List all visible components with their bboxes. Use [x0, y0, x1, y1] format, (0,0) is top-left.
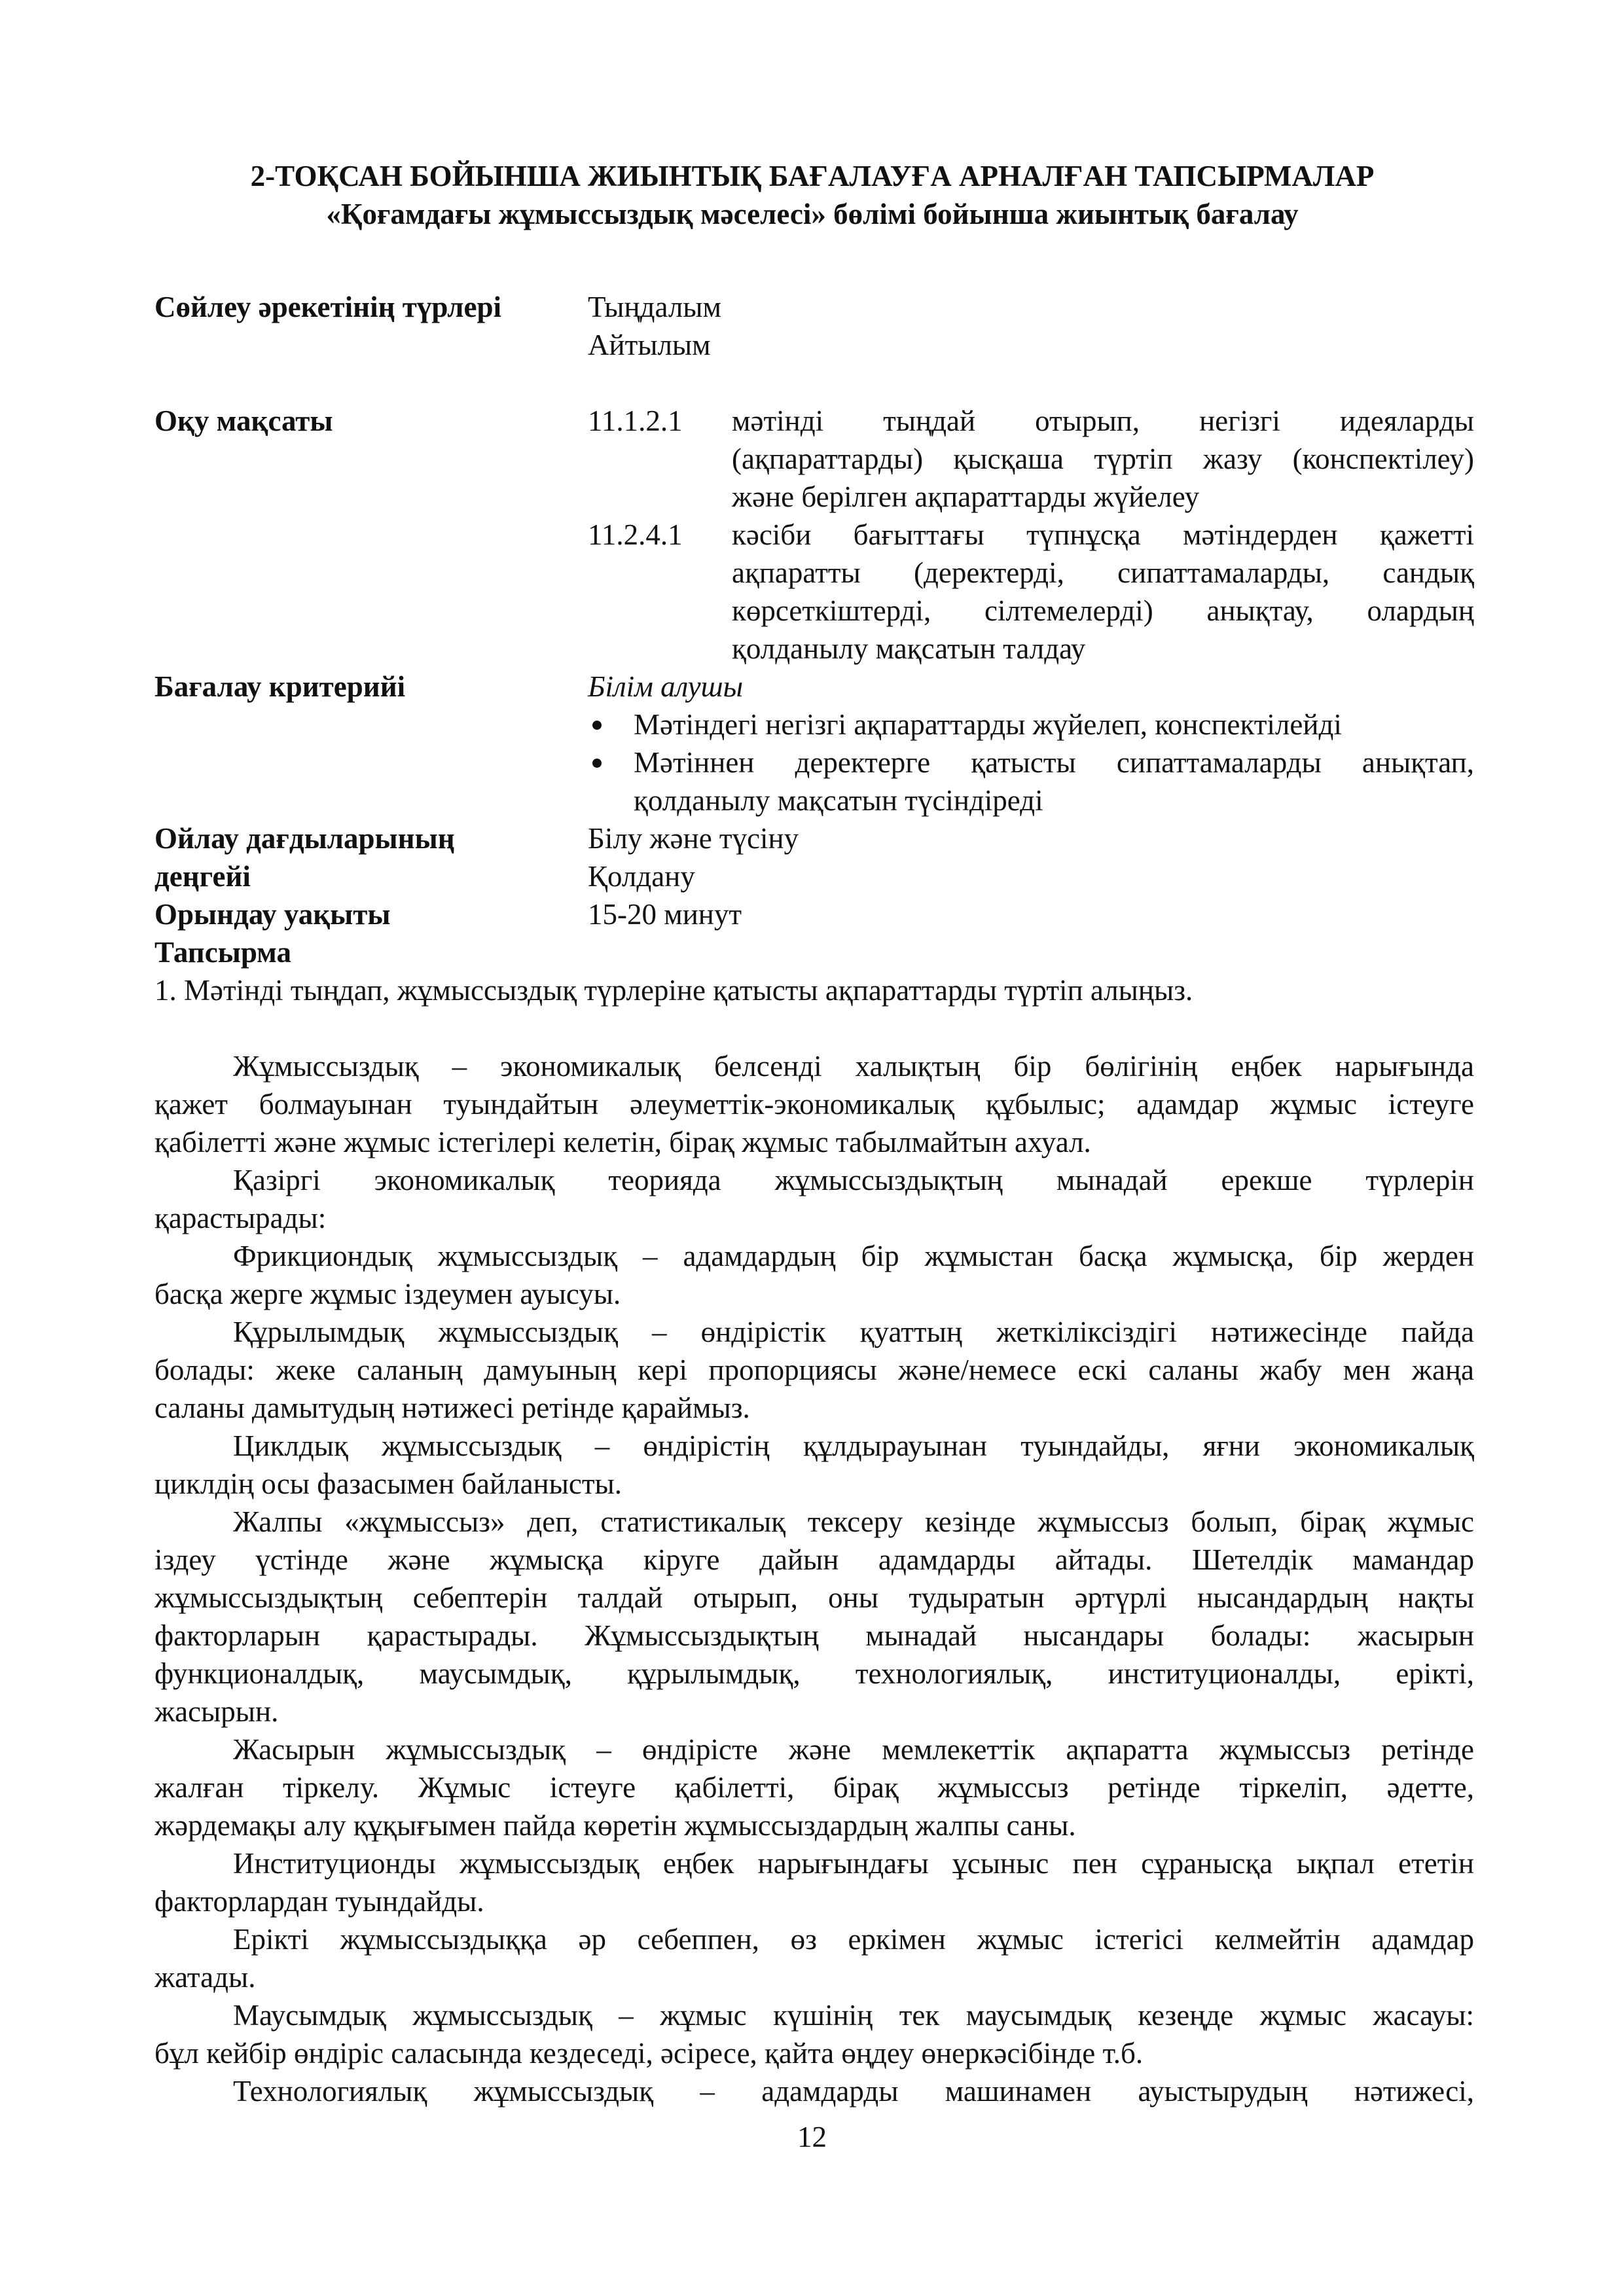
body-text-line: Институционды жұмыссыздық еңбек нарығындағы ұсыныс пен сұранысқа ықпал ететін: [233, 1847, 1474, 1880]
body-text-line: Жасырын жұмыссыздық – өндірісте және мемлекеттік ақпаратта жұмыссыз ретінде: [233, 1733, 1474, 1766]
body-text-line: басқа жерге жұмыс іздеумен ауысуы.: [154, 1278, 621, 1310]
task-label: Тапсырма: [154, 936, 292, 969]
body-text-line: Жалпы «жұмыссыз» деп, статистикалық тексеру кезінде жұмыссыз болып, бірақ жұмыс: [233, 1505, 1474, 1538]
body-text-line: жұмыссыздықтың себептерін талдай отырып, оны тудыратын әртүрлі нысандардың нақты: [154, 1581, 1474, 1614]
objective-code: 11.2.4.1: [588, 518, 683, 551]
objective-text-line: мәтінді тыңдай отырып, негізгі идеяларды: [732, 404, 1474, 437]
body-text-line: Технологиялық жұмыссыздық – адамдарды машинамен ауыстырудың нәтижесі,: [233, 2075, 1474, 2108]
learner-label: Білім алушы: [588, 670, 744, 703]
thinking-level-value: Білу және түсіну: [588, 822, 799, 855]
speech-type-value: Айтылым: [588, 329, 711, 361]
bullet-icon: [592, 759, 602, 768]
criterion-line: қолданылу мақсатын түсіндіреді: [634, 784, 1043, 817]
bullet-icon: [592, 721, 602, 730]
body-text-line: факторларын қарастырады. Жұмыссыздықтың мынадай нысандары болады: жасырын: [154, 1619, 1474, 1652]
body-text-line: функционалдық, маусымдық, құрылымдық, технологиялық, институционалды, ерікті,: [154, 1657, 1474, 1690]
body-text-line: жасырын.: [154, 1695, 279, 1728]
body-text-line: Қазіргі экономикалық теорияда жұмыссыздықтың мынадай ерекше түрлерін: [233, 1164, 1474, 1196]
body-text-line: Циклдық жұмыссыздық – өндірістің құлдырауынан туындайды, яғни экономикалық: [233, 1429, 1474, 1462]
page-title: 2-ТОҚСАН БОЙЫНША ЖИЫНТЫҚ БАҒАЛАУҒА АРНАЛҒАН ТАПСЫРМАЛАР: [250, 160, 1375, 192]
body-text-line: бұл кейбір өндіріс саласында кездеседі, әсіресе, қайта өңдеу өнеркәсібінде т.б.: [154, 2037, 1144, 2070]
body-text-line: Құрылымдық жұмыссыздық – өндірістік қуаттың жеткіліксіздігі нәтижесінде пайда: [233, 1316, 1474, 1348]
objective-code: 11.1.2.1: [588, 404, 683, 437]
duration-value: 15-20 минут: [588, 898, 742, 931]
speech-types-label: Сөйлеу әрекетінің түрлері: [154, 291, 502, 323]
body-text-line: Жұмыссыздық – экономикалық белсенді халықтың бір бөлігінің еңбек нарығында: [233, 1050, 1474, 1083]
criterion-line: Мәтіннен деректерге қатысты сипаттамаларды анықтап,: [634, 746, 1474, 779]
objective-text-line: кәсіби бағыттағы түпнұсқа мәтіндерден қажетті: [732, 518, 1474, 551]
body-text-line: қабілетті және жұмыс істегілері келетін, бірақ жұмыс табылмайтын ахуал.: [154, 1126, 1091, 1158]
body-text-line: Фрикциондық жұмыссыздық – адамдардың бір жұмыстан басқа жұмысқа, бір жерден: [233, 1240, 1474, 1272]
page-subtitle: «Қоғамдағы жұмыссыздық мәселесі» бөлімі бойынша жиынтық бағалау: [326, 198, 1299, 230]
body-text-line: жалған тіркелу. Жұмыс істеуге қабілетті, бірақ жұмыссыз ретінде тіркеліп, әдетте,: [154, 1771, 1474, 1804]
objective-text-line: ақпаратты (деректерді, сипаттамаларды, сандық: [732, 556, 1474, 589]
body-text-line: қарастырады:: [154, 1202, 327, 1234]
objective-text-line: көрсеткіштерді, сілтемелерді) анықтау, олардың: [732, 594, 1474, 627]
body-text-line: саланы дамытудың нәтижесі ретінде қараймыз.: [154, 1391, 750, 1424]
assessment-criteria-label: Бағалау критерийі: [154, 670, 406, 703]
body-text-line: жәрдемақы алу құқығымен пайда көретін жұмыссыздардың жалпы саны.: [154, 1809, 1076, 1842]
task-instruction: 1. Мәтінді тыңдап, жұмыссыздық түрлеріне қатысты ақпараттарды түртіп алыңыз.: [154, 974, 1193, 1007]
speech-type-value: Тыңдалым: [588, 291, 721, 323]
body-text-line: Ерікті жұмыссыздыққа әр себеппен, өз еркімен жұмыс істегісі келмейтін адамдар: [233, 1923, 1474, 1956]
body-text-line: Маусымдық жұмыссыздық – жұмыс күшінің тек маусымдық кезеңде жұмыс жасауы:: [233, 1999, 1474, 2032]
body-text-line: қажет болмауынан туындайтын әлеуметтік-экономикалық құбылыс; адамдар жұмыс істеуге: [154, 1088, 1474, 1121]
body-text-line: факторлардан туындайды.: [154, 1885, 484, 1918]
criterion-line: Мәтіндегі негізгі ақпараттарды жүйелеп, конспектілейді: [634, 708, 1342, 741]
body-text-line: іздеу үстінде және жұмысқа кіруге дайын адамдарды айтады. Шетелдік мамандар: [154, 1543, 1474, 1576]
learning-objective-label: Оқу мақсаты: [154, 404, 333, 437]
objective-text-line: және берілген ақпараттарды жүйелеу: [732, 480, 1200, 513]
duration-label: Орындау уақыты: [154, 898, 391, 931]
objective-text-line: қолданылу мақсатын талдау: [732, 632, 1086, 665]
thinking-level-value: Қолдану: [588, 860, 695, 893]
body-text-line: циклдің осы фазасымен байланысты.: [154, 1467, 622, 1500]
body-text-line: жатады.: [154, 1961, 256, 1994]
page-number: 12: [797, 2121, 827, 2153]
objective-text-line: (ақпараттарды) қысқаша түртіп жазу (конспектілеу): [732, 442, 1474, 475]
body-text-line: болады: жеке саланың дамуының кері пропорциясы және/немесе ескі саланы жабу мен жаңа: [154, 1354, 1474, 1386]
thinking-level-label: деңгейі: [154, 860, 251, 893]
thinking-level-label: Ойлау дағдыларының: [154, 822, 455, 855]
